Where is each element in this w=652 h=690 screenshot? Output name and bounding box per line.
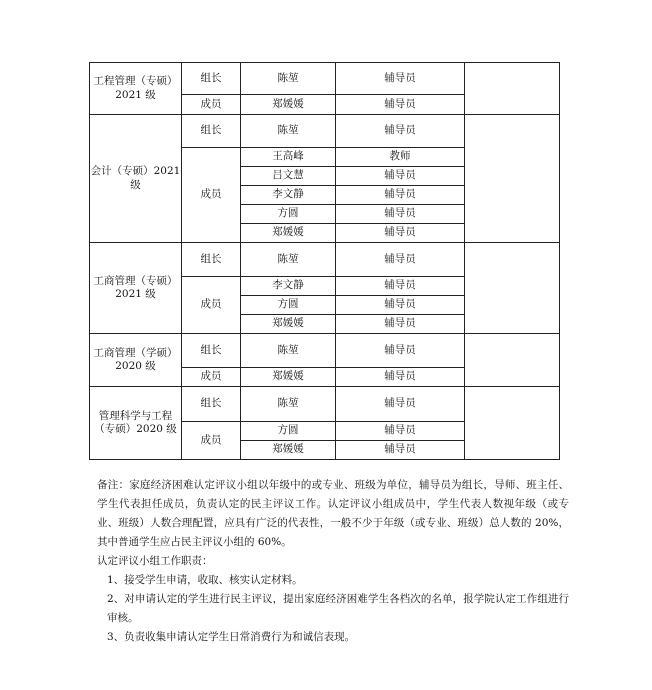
remark-paragraph: 备注：家庭经济困难认定评议小组以年级中的或专业、班级为单位，辅导员为组长，导师、班主任、学生代表担任成员，负责认定的民主评议工作。认定评议小组成员中，学生代表人数视年级（或专业、班级）人数合理配置，应具有广泛的代表性，一般不少于年级（或专业、班级）总人数的 20%，其中普通学生应占民主评议小组的 60%。 bbox=[97, 479, 569, 548]
table-row bbox=[90, 387, 560, 422]
group-name-cell: 管理科学与工程 （专硕）2020 级 bbox=[90, 387, 182, 460]
person-name: 郑媛媛 bbox=[241, 224, 336, 243]
table-row bbox=[90, 334, 560, 368]
role-label: 组长 bbox=[182, 115, 241, 148]
remark-cell bbox=[465, 334, 560, 387]
role-label: 组长 bbox=[182, 63, 241, 95]
person-name: 陈堃 bbox=[241, 115, 336, 148]
role-label: 成员 bbox=[182, 277, 241, 334]
person-title: 辅导员 bbox=[336, 422, 465, 441]
table-row bbox=[90, 63, 560, 95]
person-title: 辅导员 bbox=[336, 334, 465, 368]
person-title: 辅导员 bbox=[336, 387, 465, 422]
person-name: 方圆 bbox=[241, 422, 336, 441]
person-name: 郑媛媛 bbox=[241, 368, 336, 387]
person-name: 陈堃 bbox=[241, 63, 336, 95]
person-title: 辅导员 bbox=[336, 115, 465, 148]
person-title: 辅导员 bbox=[336, 95, 465, 115]
person-title: 辅导员 bbox=[336, 277, 465, 296]
person-title: 辅导员 bbox=[336, 296, 465, 315]
remark-cell bbox=[465, 115, 560, 243]
person-name: 王高峰 bbox=[241, 148, 336, 167]
group-name-cell: 工商管理（专硕） 2021 级 bbox=[90, 243, 182, 334]
person-title: 辅导员 bbox=[336, 368, 465, 387]
table-row bbox=[90, 243, 560, 277]
remark-cell bbox=[465, 243, 560, 334]
group-name-cell: 工程管理（专硕） 2021 级 bbox=[90, 63, 182, 115]
person-title: 辅导员 bbox=[336, 167, 465, 186]
role-label: 成员 bbox=[182, 95, 241, 115]
remark-cell bbox=[465, 63, 560, 115]
person-name: 郑媛媛 bbox=[241, 315, 336, 334]
role-label: 组长 bbox=[182, 334, 241, 368]
remark-cell bbox=[465, 387, 560, 460]
duties-title: 认定评议小组工作职责： bbox=[97, 555, 213, 567]
group-name-cell: 会计（专硕）2021 级 bbox=[90, 115, 182, 243]
person-title: 辅导员 bbox=[336, 186, 465, 205]
role-label: 成员 bbox=[182, 422, 241, 460]
role-label: 组长 bbox=[182, 387, 241, 422]
notes-section bbox=[97, 476, 569, 647]
person-name: 郑媛媛 bbox=[241, 95, 336, 115]
person-name: 方圆 bbox=[241, 296, 336, 315]
person-title: 教师 bbox=[336, 148, 465, 167]
role-label: 成员 bbox=[182, 148, 241, 243]
role-label: 组长 bbox=[182, 243, 241, 277]
person-name: 陈堃 bbox=[241, 243, 336, 277]
person-name: 吕文慧 bbox=[241, 167, 336, 186]
person-title: 辅导员 bbox=[336, 63, 465, 95]
duty-item: 2、对申请认定的学生进行民主评议，提出家庭经济困难学生各档次的名单，报学院认定工作组进行审核。 bbox=[107, 593, 569, 624]
person-name: 方圆 bbox=[241, 205, 336, 224]
duty-item: 1、接受学生申请，收取、核实认定材料。 bbox=[107, 574, 303, 586]
person-name: 李文静 bbox=[241, 277, 336, 296]
person-name: 陈堃 bbox=[241, 334, 336, 368]
person-name: 陈堃 bbox=[241, 387, 336, 422]
person-title: 辅导员 bbox=[336, 441, 465, 460]
duty-item: 3、负责收集申请认定学生日常消费行为和诚信表现。 bbox=[107, 631, 356, 643]
person-title: 辅导员 bbox=[336, 205, 465, 224]
person-title: 辅导员 bbox=[336, 224, 465, 243]
role-label: 成员 bbox=[182, 368, 241, 387]
evaluation-group-table bbox=[89, 62, 560, 460]
person-name: 郑媛媛 bbox=[241, 441, 336, 460]
person-title: 辅导员 bbox=[336, 243, 465, 277]
table-row bbox=[90, 115, 560, 148]
group-name-cell: 工商管理（学硕） 2020 级 bbox=[90, 334, 182, 387]
person-title: 辅导员 bbox=[336, 315, 465, 334]
person-name: 李文静 bbox=[241, 186, 336, 205]
